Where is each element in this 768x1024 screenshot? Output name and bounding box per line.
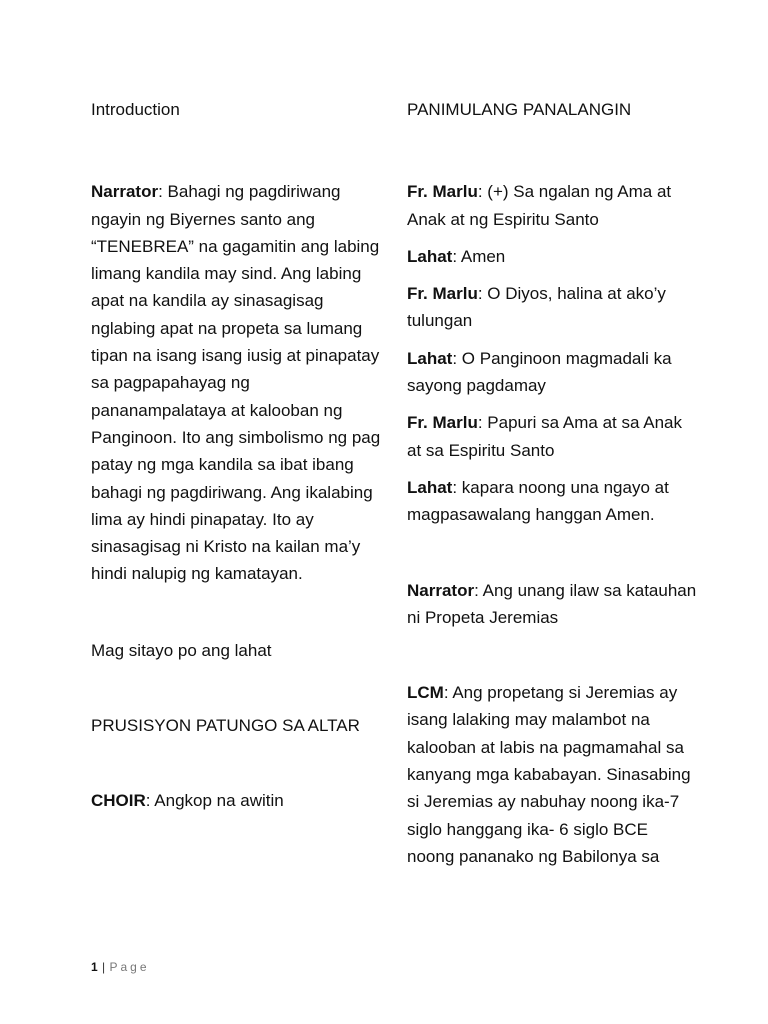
dialogue-line [407, 679, 697, 870]
dialogue-line [407, 474, 697, 529]
page-separator: | [102, 960, 106, 974]
instruction-text: Mag sitayo po ang lahat [91, 640, 272, 660]
choir-text: : Angkop na awitin [145, 791, 284, 811]
dialogue-speaker: Lahat [407, 348, 453, 368]
dialogue-text: : O Diyos, halina at ako’y tulungan [407, 284, 666, 331]
page-number: 1 [91, 960, 99, 974]
dialogue-text: : O Panginoon magmadali ka sayong pagdamay [407, 348, 672, 396]
left-column [91, 96, 381, 815]
dialogue-line [407, 409, 697, 464]
right-column [407, 96, 697, 870]
narrator-speaker: Narrator [91, 182, 159, 202]
dialogue-text: : Amen [452, 246, 506, 266]
dialogue-speaker: Fr. Marlu [407, 182, 478, 202]
dialogue-line [407, 577, 697, 632]
dialogue-speaker: Lahat [407, 477, 453, 497]
dialogue-text: : Papuri sa Ama at sa Anak at sa Espiritu Santo [407, 413, 682, 460]
dialogue-speaker: Lahat [407, 246, 453, 266]
left-heading: Introduction [91, 100, 180, 119]
dialogue-text: : kapara noong una ngayo at magpasawalang hanggan Amen. [407, 477, 669, 525]
narrator-paragraph [91, 178, 381, 587]
page-word: Page [109, 960, 150, 974]
dialogue-text: : Ang propetang si Jeremias ay isang lalaking may malambot na kalooban at labis na pagmamahal sa kanyang mga kababayan. Sinasabing si Jeremias ay nabuhay noong ika-7 siglo hanggang ika- 6 siglo BCE noong pananako ng Babilonya sa [407, 683, 691, 866]
dialogue-line [407, 345, 697, 400]
dialogue-line [407, 178, 697, 233]
choir-paragraph [91, 787, 381, 814]
dialogue-line [407, 280, 697, 335]
dialogue-speaker: Narrator [407, 580, 475, 600]
dialogue-line [407, 243, 697, 270]
dialogue-text: : Ang unang ilaw sa katauhan ni Propeta Jeremias [407, 580, 697, 627]
dialogue-speaker: LCM [407, 683, 444, 703]
procession-text: PRUSISYON PATUNGO SA ALTAR [91, 716, 360, 736]
right-heading: PANIMULANG PANALANGIN [407, 100, 632, 119]
dialogue-text: : (+) Sa ngalan ng Ama at Anak at ng Espiritu Santo [407, 182, 672, 229]
dialogue-speaker: Fr. Marlu [407, 413, 478, 433]
narrator-text: : Bahagi ng pagdiriwang ngayin ng Biyernes santo ang “TENEBREA” na gagamitin ang labing limang kandila may sind. Ang labing apat na kandila ay sinasagisag nglabing apat na propeta sa lumang tipan na isang isang iusig at pinapatay sa pagpapahayag ng pananampalataya at kalooban ng Panginoon. Ito ang simbolismo ng pag patay ng mga kandila sa ibat ibang bahagi ng pagdiriwang. Ang ikalabing lima ay hindi pinapatay. Ito ay sinasagisag ni Kristo na kailan ma’y hindi nalupig ng kamatayan. [91, 182, 381, 584]
page-footer [91, 960, 150, 974]
choir-speaker: CHOIR [91, 791, 146, 811]
dialogue-speaker: Fr. Marlu [407, 284, 478, 304]
